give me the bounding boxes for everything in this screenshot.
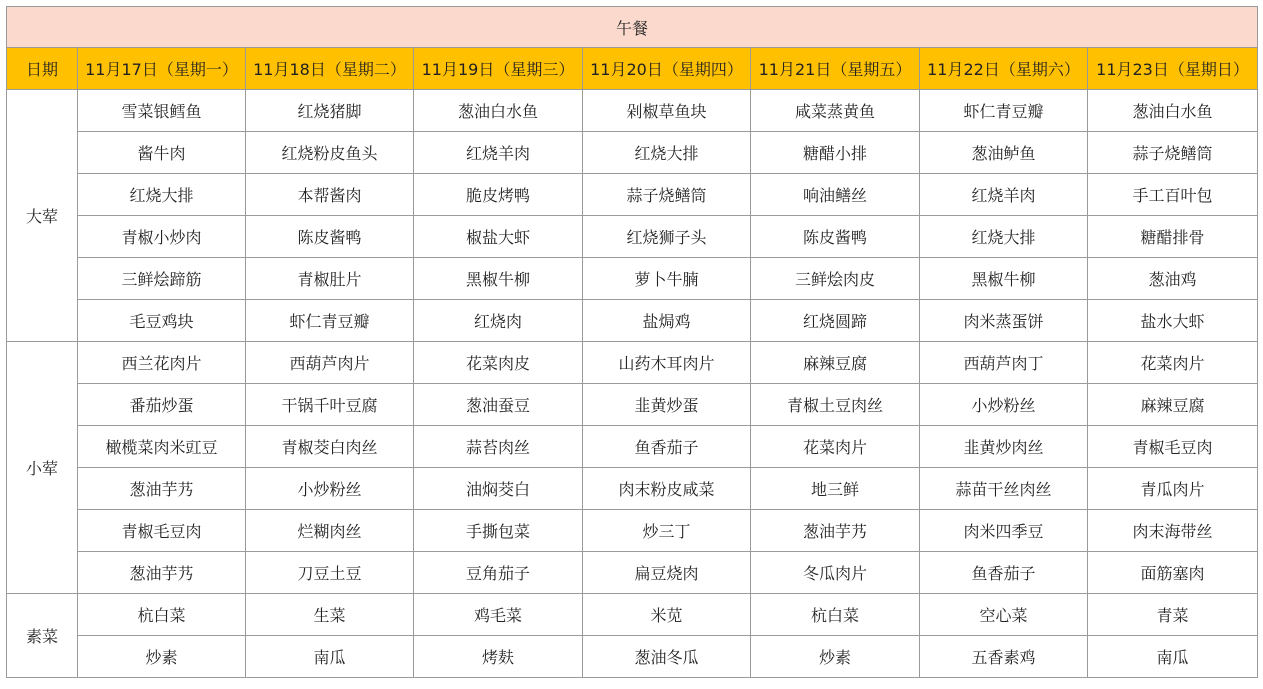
dish-cell: 米苋 xyxy=(583,594,751,636)
dish-cell: 三鲜烩肉皮 xyxy=(751,258,920,300)
table-row xyxy=(7,552,1258,594)
dish-cell: 葱油蚕豆 xyxy=(414,384,583,426)
dish-cell: 炒素 xyxy=(751,636,920,678)
dish-cell: 青菜 xyxy=(1088,594,1258,636)
dish-cell: 鸡毛菜 xyxy=(414,594,583,636)
table-row xyxy=(7,300,1258,342)
dish-cell: 青椒毛豆肉 xyxy=(1088,426,1258,468)
dish-cell: 萝卜牛腩 xyxy=(583,258,751,300)
dish-cell: 红烧粉皮鱼头 xyxy=(246,132,414,174)
category-cell: 小荤 xyxy=(7,342,78,594)
dish-cell: 盐焗鸡 xyxy=(583,300,751,342)
dish-cell: 南瓜 xyxy=(246,636,414,678)
dish-cell: 红烧大排 xyxy=(920,216,1088,258)
table-row xyxy=(7,510,1258,552)
day-header: 11月22日（星期六） xyxy=(920,48,1088,90)
menu-table xyxy=(6,6,1258,678)
dish-cell: 青椒土豆肉丝 xyxy=(751,384,920,426)
dish-cell: 红烧圆蹄 xyxy=(751,300,920,342)
dish-cell: 花菜肉片 xyxy=(751,426,920,468)
dish-cell: 西葫芦肉片 xyxy=(246,342,414,384)
dish-cell: 杭白菜 xyxy=(751,594,920,636)
dish-cell: 蒜子烧鳝筒 xyxy=(1088,132,1258,174)
dish-cell: 剁椒草鱼块 xyxy=(583,90,751,132)
dish-cell: 肉末海带丝 xyxy=(1088,510,1258,552)
dish-cell: 麻辣豆腐 xyxy=(1088,384,1258,426)
day-header: 11月17日（星期一） xyxy=(78,48,246,90)
dish-cell: 青椒小炒肉 xyxy=(78,216,246,258)
dish-cell: 花菜肉皮 xyxy=(414,342,583,384)
dish-cell: 葱油鸡 xyxy=(1088,258,1258,300)
dish-cell: 虾仁青豆瓣 xyxy=(246,300,414,342)
dish-cell: 油焖茭白 xyxy=(414,468,583,510)
category-cell: 大荤 xyxy=(7,90,78,342)
dish-cell: 烂糊肉丝 xyxy=(246,510,414,552)
table-title: 午餐 xyxy=(7,7,1258,48)
dish-cell: 花菜肉片 xyxy=(1088,342,1258,384)
dish-cell: 盐水大虾 xyxy=(1088,300,1258,342)
dish-cell: 扁豆烧肉 xyxy=(583,552,751,594)
dish-cell: 肉末粉皮咸菜 xyxy=(583,468,751,510)
table-row xyxy=(7,258,1258,300)
dish-cell: 青椒肚片 xyxy=(246,258,414,300)
dish-cell: 山药木耳肉片 xyxy=(583,342,751,384)
dish-cell: 红烧狮子头 xyxy=(583,216,751,258)
dish-cell: 地三鲜 xyxy=(751,468,920,510)
day-header: 11月18日（星期二） xyxy=(246,48,414,90)
dish-cell: 雪菜银鳕鱼 xyxy=(78,90,246,132)
dish-cell: 咸菜蒸黄鱼 xyxy=(751,90,920,132)
dish-cell: 青椒毛豆肉 xyxy=(78,510,246,552)
dish-cell: 南瓜 xyxy=(1088,636,1258,678)
day-header: 11月20日（星期四） xyxy=(583,48,751,90)
dish-cell: 葱油冬瓜 xyxy=(583,636,751,678)
dish-cell: 韭黄炒蛋 xyxy=(583,384,751,426)
dish-cell: 椒盐大虾 xyxy=(414,216,583,258)
dish-cell: 本帮酱肉 xyxy=(246,174,414,216)
dish-cell: 空心菜 xyxy=(920,594,1088,636)
dish-cell: 鱼香茄子 xyxy=(583,426,751,468)
table-row xyxy=(7,636,1258,678)
dish-cell: 五香素鸡 xyxy=(920,636,1088,678)
dish-cell: 酱牛肉 xyxy=(78,132,246,174)
dish-cell: 蒜苗干丝肉丝 xyxy=(920,468,1088,510)
table-row xyxy=(7,342,1258,384)
header-row xyxy=(7,48,1258,90)
dish-cell: 葱油鲈鱼 xyxy=(920,132,1088,174)
dish-cell: 红烧猪脚 xyxy=(246,90,414,132)
table-row xyxy=(7,468,1258,510)
dish-cell: 豆角茄子 xyxy=(414,552,583,594)
dish-cell: 青瓜肉片 xyxy=(1088,468,1258,510)
dish-cell: 糖醋排骨 xyxy=(1088,216,1258,258)
dish-cell: 葱油芋艿 xyxy=(751,510,920,552)
dish-cell: 蒜子烧鳝筒 xyxy=(583,174,751,216)
table-row xyxy=(7,132,1258,174)
dish-cell: 红烧大排 xyxy=(78,174,246,216)
table-row xyxy=(7,384,1258,426)
table-row xyxy=(7,426,1258,468)
dish-cell: 响油鳝丝 xyxy=(751,174,920,216)
dish-cell: 生菜 xyxy=(246,594,414,636)
dish-cell: 西兰花肉片 xyxy=(78,342,246,384)
dish-cell: 葱油白水鱼 xyxy=(1088,90,1258,132)
day-header: 11月21日（星期五） xyxy=(751,48,920,90)
dish-cell: 冬瓜肉片 xyxy=(751,552,920,594)
dish-cell: 三鲜烩蹄筋 xyxy=(78,258,246,300)
dish-cell: 烤麸 xyxy=(414,636,583,678)
dish-cell: 干锅千叶豆腐 xyxy=(246,384,414,426)
dish-cell: 红烧大排 xyxy=(583,132,751,174)
dish-cell: 脆皮烤鸭 xyxy=(414,174,583,216)
dish-cell: 陈皮酱鸭 xyxy=(751,216,920,258)
day-header: 11月23日（星期日） xyxy=(1088,48,1258,90)
dish-cell: 青椒茭白肉丝 xyxy=(246,426,414,468)
dish-cell: 番茄炒蛋 xyxy=(78,384,246,426)
day-header: 11月19日（星期三） xyxy=(414,48,583,90)
dish-cell: 韭黄炒肉丝 xyxy=(920,426,1088,468)
dish-cell: 红烧羊肉 xyxy=(920,174,1088,216)
dish-cell: 炒素 xyxy=(78,636,246,678)
dish-cell: 鱼香茄子 xyxy=(920,552,1088,594)
date-header: 日期 xyxy=(7,48,78,90)
table-row xyxy=(7,216,1258,258)
dish-cell: 毛豆鸡块 xyxy=(78,300,246,342)
dish-cell: 黑椒牛柳 xyxy=(414,258,583,300)
dish-cell: 葱油芋艿 xyxy=(78,552,246,594)
dish-cell: 炒三丁 xyxy=(583,510,751,552)
dish-cell: 面筋塞肉 xyxy=(1088,552,1258,594)
table-row xyxy=(7,594,1258,636)
dish-cell: 麻辣豆腐 xyxy=(751,342,920,384)
lunch-menu xyxy=(6,6,1257,678)
dish-cell: 葱油芋艿 xyxy=(78,468,246,510)
dish-cell: 肉米蒸蛋饼 xyxy=(920,300,1088,342)
dish-cell: 小炒粉丝 xyxy=(920,384,1088,426)
dish-cell: 葱油白水鱼 xyxy=(414,90,583,132)
dish-cell: 糖醋小排 xyxy=(751,132,920,174)
dish-cell: 肉米四季豆 xyxy=(920,510,1088,552)
dish-cell: 红烧肉 xyxy=(414,300,583,342)
dish-cell: 西葫芦肉丁 xyxy=(920,342,1088,384)
dish-cell: 手工百叶包 xyxy=(1088,174,1258,216)
dish-cell: 黑椒牛柳 xyxy=(920,258,1088,300)
dish-cell: 杭白菜 xyxy=(78,594,246,636)
dish-cell: 红烧羊肉 xyxy=(414,132,583,174)
table-row xyxy=(7,174,1258,216)
dish-cell: 陈皮酱鸭 xyxy=(246,216,414,258)
table-row xyxy=(7,90,1258,132)
dish-cell: 橄榄菜肉米豇豆 xyxy=(78,426,246,468)
dish-cell: 手撕包菜 xyxy=(414,510,583,552)
dish-cell: 刀豆土豆 xyxy=(246,552,414,594)
dish-cell: 蒜苔肉丝 xyxy=(414,426,583,468)
category-cell: 素菜 xyxy=(7,594,78,678)
dish-cell: 虾仁青豆瓣 xyxy=(920,90,1088,132)
dish-cell: 小炒粉丝 xyxy=(246,468,414,510)
